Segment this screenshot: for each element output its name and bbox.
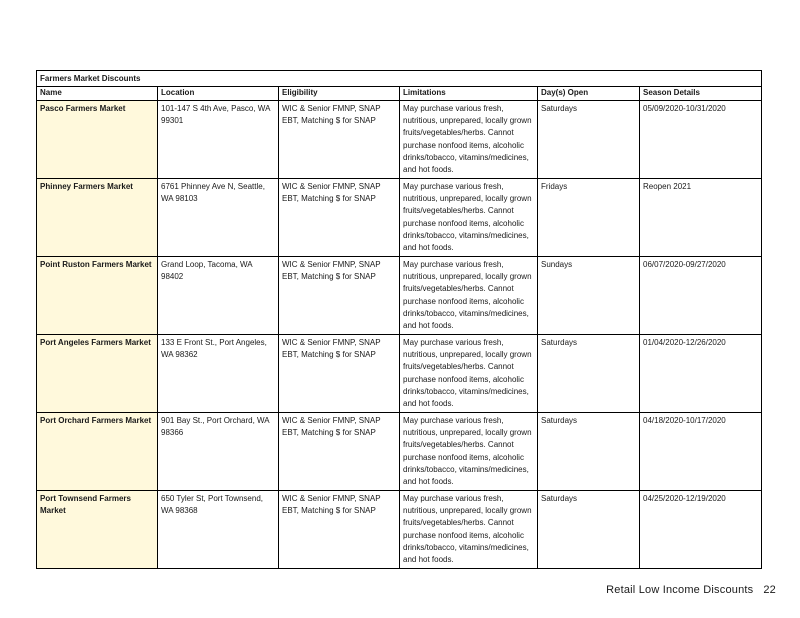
table-row (37, 101, 762, 179)
market-days-open: Sundays (538, 257, 640, 335)
page-footer (606, 584, 776, 596)
market-limitations: May purchase various fresh, nutritious, unprepared, locally grown fruits/vegetables/herbs. Cannot purchase nonfood items, alcoholic drinks/tobacco, vitamins/medicines, and hot foods. (400, 413, 538, 491)
market-eligibility: WIC & Senior FMNP, SNAP EBT, Matching $ for SNAP (279, 179, 400, 257)
market-limitations: May purchase various fresh, nutritious, unprepared, locally grown fruits/vegetables/herbs. Cannot purchase nonfood items, alcoholic drinks/tobacco, vitamins/medicines, and hot foods. (400, 179, 538, 257)
page-number: 22 (763, 584, 776, 596)
market-name: Pasco Farmers Market (37, 101, 158, 179)
market-days-open: Fridays (538, 179, 640, 257)
table-row (37, 179, 762, 257)
market-eligibility: WIC & Senior FMNP, SNAP EBT, Matching $ for SNAP (279, 101, 400, 179)
market-eligibility: WIC & Senior FMNP, SNAP EBT, Matching $ for SNAP (279, 257, 400, 335)
market-limitations: May purchase various fresh, nutritious, unprepared, locally grown fruits/vegetables/herbs. Cannot purchase nonfood items, alcoholic drinks/tobacco, vitamins/medicines, and hot foods. (400, 101, 538, 179)
footer-title: Retail Low Income Discounts (606, 584, 754, 596)
market-limitations: May purchase various fresh, nutritious, unprepared, locally grown fruits/vegetables/herbs. Cannot purchase nonfood items, alcoholic drinks/tobacco, vitamins/medicines, and hot foods. (400, 257, 538, 335)
market-limitations: May purchase various fresh, nutritious, unprepared, locally grown fruits/vegetables/herbs. Cannot purchase nonfood items, alcoholic drinks/tobacco, vitamins/medicines, and hot foods. (400, 491, 538, 569)
market-location: 6761 Phinney Ave N, Seattle, WA 98103 (158, 179, 279, 257)
market-location: 901 Bay St., Port Orchard, WA 98366 (158, 413, 279, 491)
market-name: Phinney Farmers Market (37, 179, 158, 257)
market-season: 01/04/2020-12/26/2020 (640, 335, 762, 413)
header-name: Name (37, 87, 158, 101)
header-days-open: Day(s) Open (538, 87, 640, 101)
market-location: 133 E Front St., Port Angeles, WA 98362 (158, 335, 279, 413)
market-eligibility: WIC & Senior FMNP, SNAP EBT, Matching $ for SNAP (279, 335, 400, 413)
market-name: Port Orchard Farmers Market (37, 413, 158, 491)
market-season: 06/07/2020-09/27/2020 (640, 257, 762, 335)
market-season: Reopen 2021 (640, 179, 762, 257)
market-season: 04/25/2020-12/19/2020 (640, 491, 762, 569)
market-location: 650 Tyler St, Port Townsend, WA 98368 (158, 491, 279, 569)
table-title-row (37, 71, 762, 87)
market-name: Port Townsend Farmers Market (37, 491, 158, 569)
market-season: 05/09/2020-10/31/2020 (640, 101, 762, 179)
market-name: Port Angeles Farmers Market (37, 335, 158, 413)
market-season: 04/18/2020-10/17/2020 (640, 413, 762, 491)
table-row (37, 491, 762, 569)
market-days-open: Saturdays (538, 101, 640, 179)
table-row (37, 335, 762, 413)
table-title: Farmers Market Discounts (37, 71, 762, 87)
market-name: Point Ruston Farmers Market (37, 257, 158, 335)
header-limitations: Limitations (400, 87, 538, 101)
market-days-open: Saturdays (538, 413, 640, 491)
market-location: 101-147 S 4th Ave, Pasco, WA 99301 (158, 101, 279, 179)
header-season-details: Season Details (640, 87, 762, 101)
table-row (37, 413, 762, 491)
market-location: Grand Loop, Tacoma, WA 98402 (158, 257, 279, 335)
market-eligibility: WIC & Senior FMNP, SNAP EBT, Matching $ for SNAP (279, 413, 400, 491)
header-location: Location (158, 87, 279, 101)
table-header-row (37, 87, 762, 101)
market-days-open: Saturdays (538, 335, 640, 413)
table-row (37, 257, 762, 335)
header-eligibility: Eligibility (279, 87, 400, 101)
market-eligibility: WIC & Senior FMNP, SNAP EBT, Matching $ for SNAP (279, 491, 400, 569)
market-limitations: May purchase various fresh, nutritious, unprepared, locally grown fruits/vegetables/herbs. Cannot purchase nonfood items, alcoholic drinks/tobacco, vitamins/medicines, and hot foods. (400, 335, 538, 413)
market-days-open: Saturdays (538, 491, 640, 569)
farmers-market-table (36, 70, 762, 569)
